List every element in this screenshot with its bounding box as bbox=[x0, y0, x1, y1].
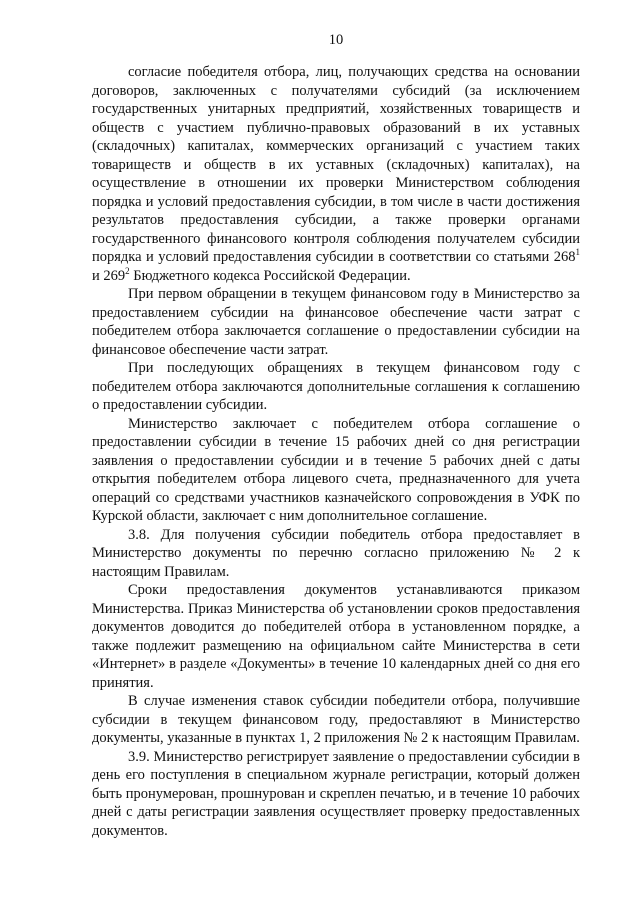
page-number: 10 bbox=[328, 32, 344, 48]
paragraph-section-3-8: 3.8. Для получения субсидии победитель отбора предоставляет в Министерство документы по перечню согласно приложению № 2 к настоящим Правилам. bbox=[92, 526, 580, 580]
footnote-superscript: 2 bbox=[125, 265, 130, 276]
paragraph-agreement-terms: Министерство заключает с победителем отбора соглашение о предоставлении субсидии в течение 15 рабочих дней со дня регистрации заявления о предоставлении субсидии и в течение 5 рабочих дней с даты открытия победителем отбора лицевого счета, предназначенного для учета операций со средствами участников казначейского сопровождения в УФК по Курской области, заключает с ним дополнительное соглашение. bbox=[92, 415, 580, 524]
paragraph-document-deadlines: Сроки предоставления документов устанавливаются приказом Министерства. Приказ Министерства об установлении сроков предоставления документов доводится до победителей отбора в установленном порядке, а также подлежит размещению на официальном сайте Министерства в сети «Интернет» в разделе «Документы» в течение 10 календарных дней со дня его принятия. bbox=[92, 582, 580, 691]
document-body bbox=[92, 63, 580, 840]
footnote-superscript: 1 bbox=[575, 247, 580, 257]
paragraph-subsequent-applications: При последующих обращениях в текущем финансовом году с победителем отбора заключаются дополнительные соглашения к соглашению о предоставлении субсидии. bbox=[92, 360, 580, 413]
paragraph-text: и 269 bbox=[92, 267, 126, 284]
paragraph-section-3-9: 3.9. Министерство регистрирует заявление о предоставлении субсидии в день его поступления в специальном журнале регистрации, который должен быть пронумерован, прошнурован и скреплен печатью, и в течение 10 рабочих дней с даты регистрации заявления осуществляет проверку предоставленных документов. bbox=[92, 748, 580, 839]
paragraph-text: согласие победителя отбора, лиц, получающих средства на основании договоров, заключенных с получателями субсидий (за исключением государственных унитарных предприятий, хозяйственных товариществ и обществ с участием публично-правовых образований в их уставных (складочных) капиталах, коммерческих организаций с участием таких товариществ и обществ в их уставных (складочных) капиталах), на осуществление в отношении их проверки Министерством соблюдения порядка и условий предоставления субсидии, в том числе в части достижения результатов предоставления субсидии, а также проверки органами государственного финансового контроля соблюдения получателем субсидии порядка и условий предоставления субсидии в соответствии со статьями 268 bbox=[92, 64, 580, 265]
paragraph-text: Бюджетного кодекса Российской Федерации. bbox=[129, 267, 411, 284]
paragraph-first-application: При первом обращении в текущем финансовом году в Министерство за предоставлением субсидии на финансовое обеспечение части затрат с победителем отбора заключается соглашение о предоставлении субсидии на финансовое обеспечение части затрат. bbox=[92, 286, 580, 358]
paragraph-rate-change: В случае изменения ставок субсидии победители отбора, получившие субсидии в текущем финансовом году, предоставляют в Министерство документы, указанные в пунктах 1, 2 приложения № 2 к настоящим Правилам. bbox=[92, 693, 580, 746]
paragraph-consent bbox=[92, 63, 580, 285]
